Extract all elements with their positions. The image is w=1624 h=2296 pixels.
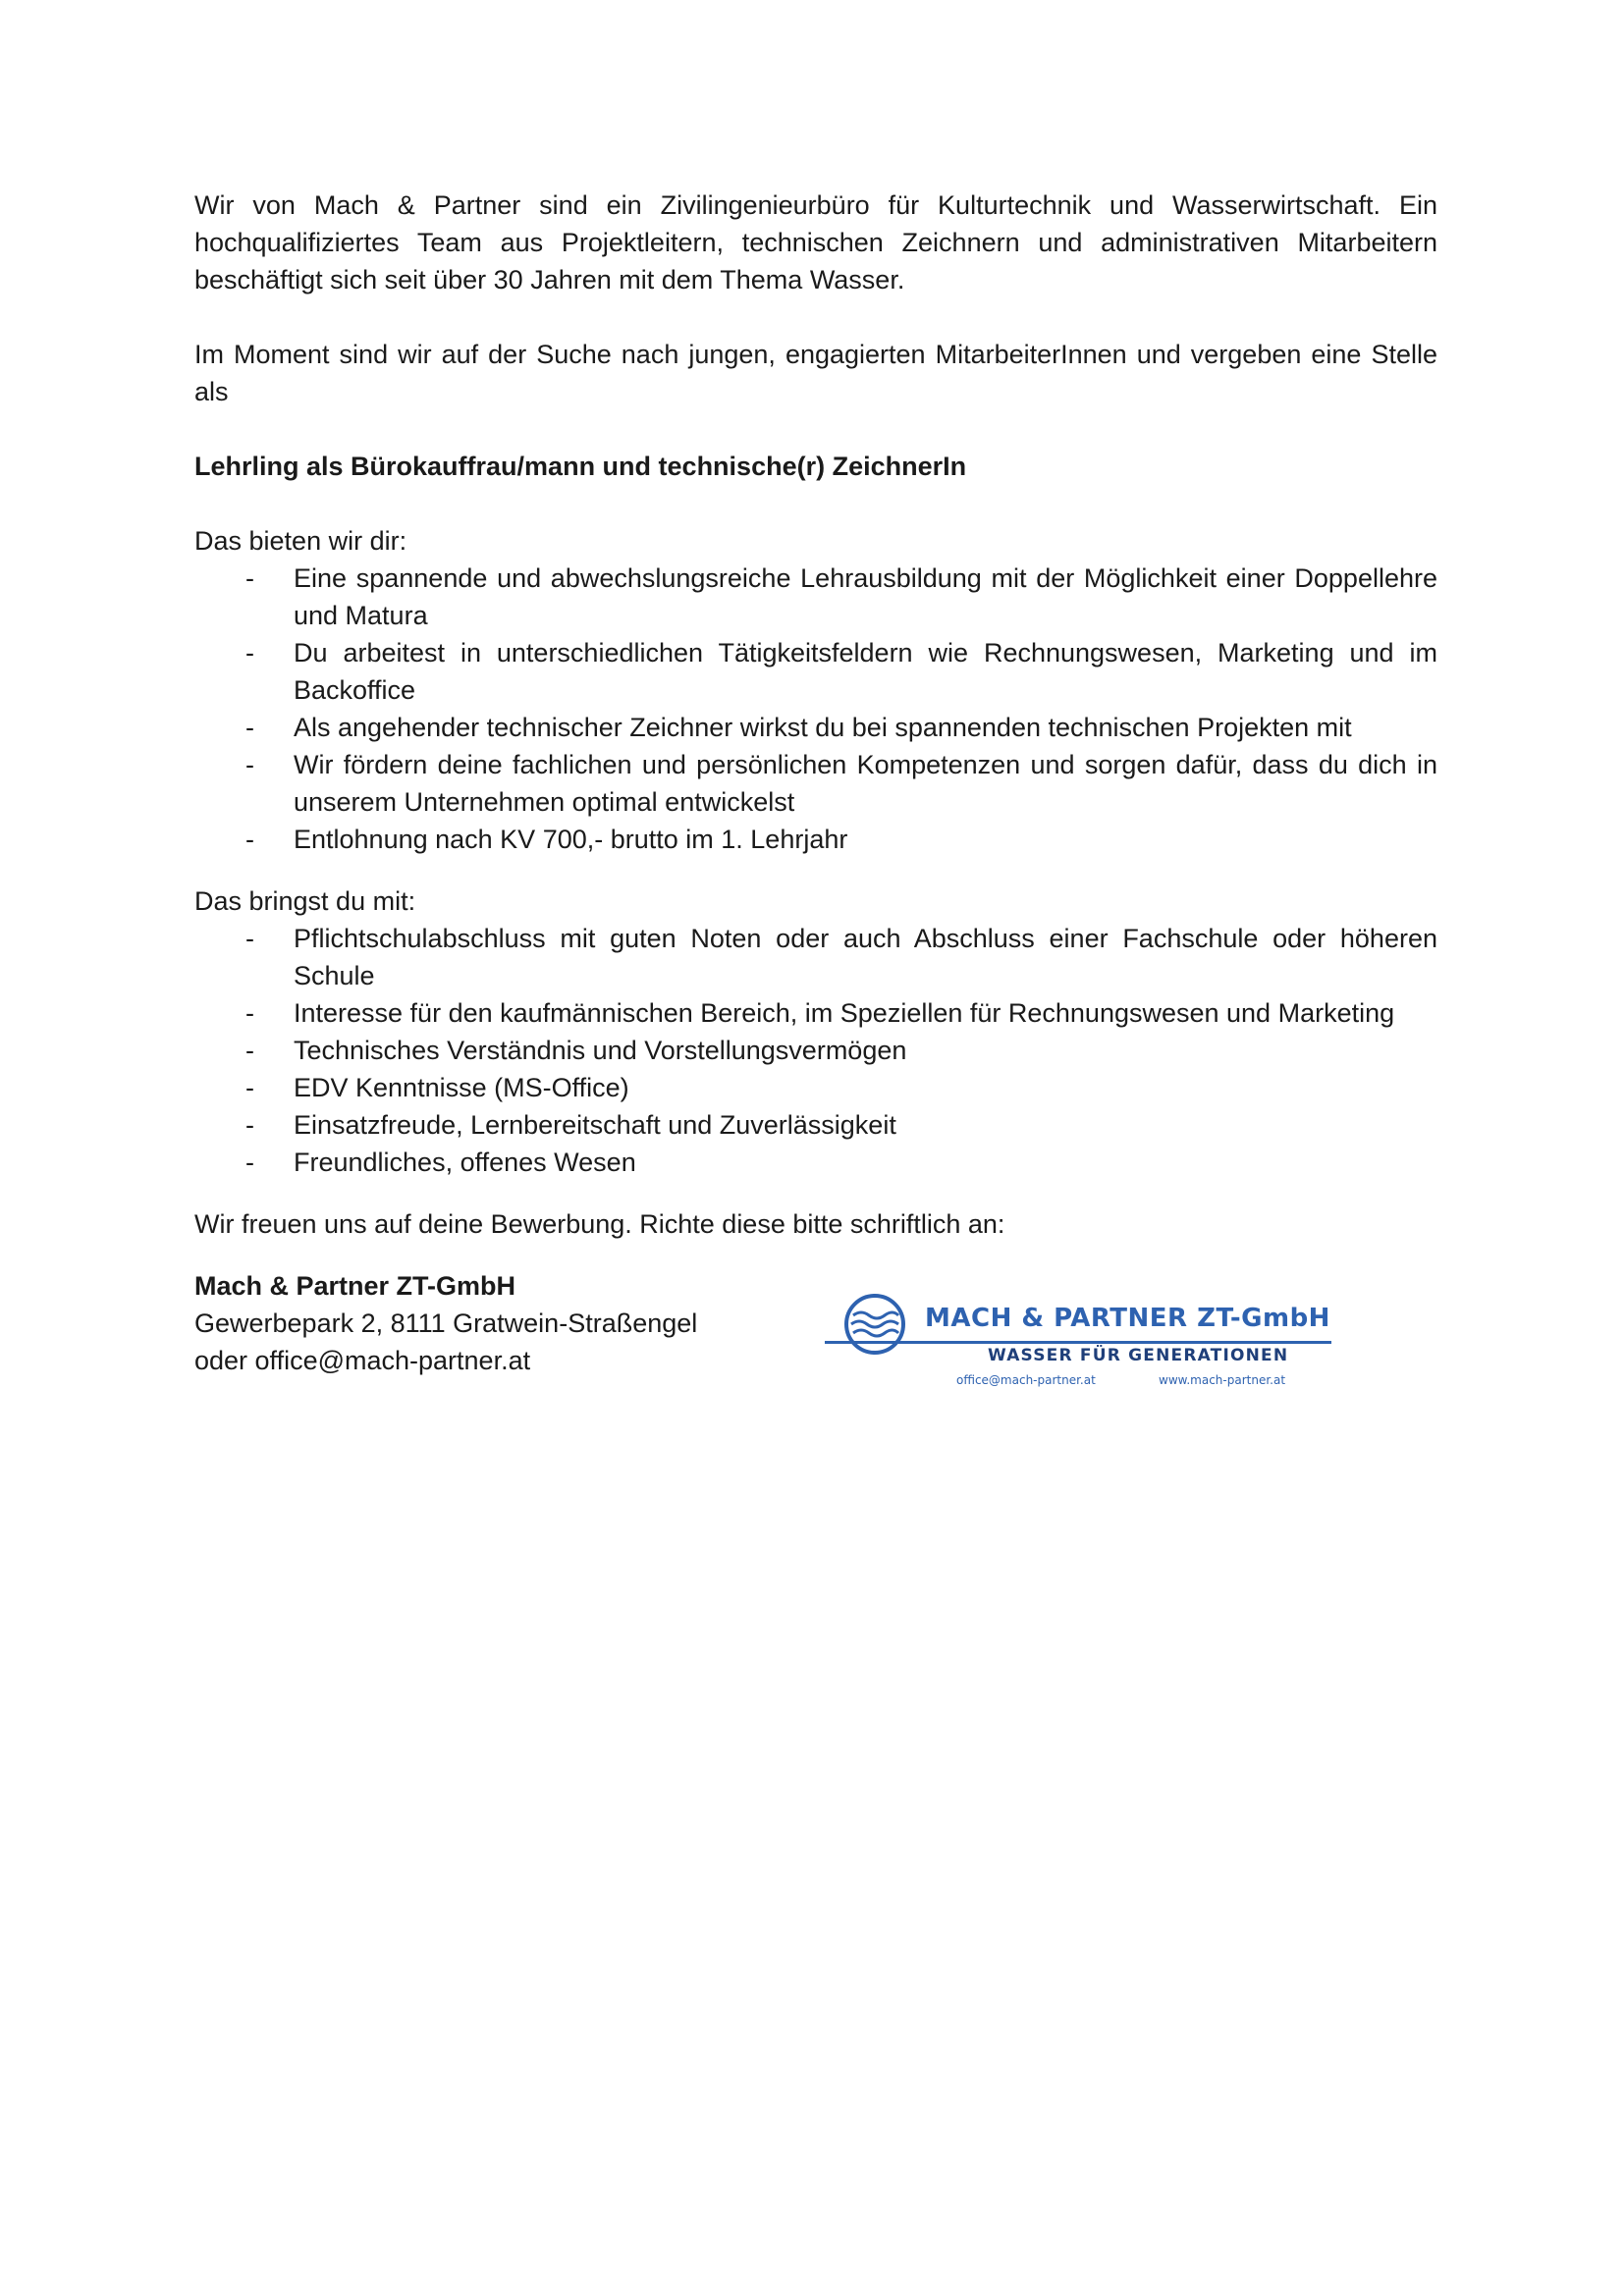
dash-bullet: - bbox=[245, 1148, 254, 1177]
company-address: Gewerbepark 2, 8111 Gratwein-Straßengel bbox=[194, 1308, 698, 1338]
dash-bullet: - bbox=[245, 1036, 254, 1065]
search-paragraph: Im Moment sind wir auf der Suche nach jungen, engagierten MitarbeiterInnen und vergeben eine Stelle als bbox=[194, 340, 1437, 406]
logo-rule bbox=[825, 1341, 1331, 1344]
requirements-heading: Das bringst du mit: bbox=[194, 886, 416, 916]
requirements-list bbox=[194, 920, 1437, 1181]
offer-heading: Das bieten wir dir: bbox=[194, 526, 407, 556]
offer-list bbox=[194, 560, 1437, 858]
list-item: - Entlohnung nach KV 700,- brutto im 1. Lehrjahr bbox=[194, 821, 1437, 858]
list-item: - Wir fördern deine fachlichen und persönlichen Kompetenzen und sorgen dafür, dass du dich in unserem Unternehmen optimal entwickelst bbox=[194, 746, 1437, 821]
closing-paragraph: Wir freuen uns auf deine Bewerbung. Richte diese bitte schriftlich an: bbox=[194, 1209, 1005, 1239]
position-title: Lehrling als Bürokauffrau/mann und technische(r) ZeichnerIn bbox=[194, 452, 967, 481]
list-item: - Als angehender technischer Zeichner wirkst du bei spannenden technischen Projekten mit bbox=[194, 709, 1437, 746]
intro-paragraph: Wir von Mach & Partner sind ein Zivilingenieurbüro für Kulturtechnik und Wasserwirtschaft. Ein hochqualifiziertes Team aus Projektleitern, technischen Zeichnern und administrativen Mitarbeitern beschäftigt sich seit über 30 Jahren mit dem Thema Wasser. bbox=[194, 190, 1437, 294]
list-item: - Eine spannende und abwechslungsreiche Lehrausbildung mit der Möglichkeit einer Doppellehre und Matura bbox=[194, 560, 1437, 634]
dash-bullet: - bbox=[245, 713, 254, 742]
company-logo bbox=[825, 1292, 1335, 1390]
dash-bullet: - bbox=[245, 998, 254, 1028]
list-item: - EDV Kenntnisse (MS-Office) bbox=[194, 1069, 1437, 1106]
job-posting bbox=[194, 187, 1437, 1379]
logo-website[interactable]: www.mach-partner.at bbox=[1159, 1373, 1286, 1387]
list-item: - Du arbeitest in unterschiedlichen Tätigkeitsfeldern wie Rechnungswesen, Marketing und im Backoffice bbox=[194, 634, 1437, 709]
list-item: - Freundliches, offenes Wesen bbox=[194, 1144, 1437, 1181]
logo-tagline: WASSER FÜR GENERATIONEN bbox=[988, 1346, 1289, 1365]
dash-bullet: - bbox=[245, 1110, 254, 1140]
water-waves-icon bbox=[839, 1292, 910, 1357]
list-item: - Interesse für den kaufmännischen Bereich, im Speziellen für Rechnungswesen und Marketing bbox=[194, 994, 1437, 1032]
dash-bullet: - bbox=[245, 638, 254, 667]
list-item: - Pflichtschulabschluss mit guten Noten oder auch Abschluss einer Fachschule oder höheren Schule bbox=[194, 920, 1437, 994]
company-email[interactable]: oder office@mach-partner.at bbox=[194, 1346, 531, 1375]
dash-bullet: - bbox=[245, 924, 254, 953]
logo-email[interactable]: office@mach-partner.at bbox=[956, 1373, 1096, 1387]
logo-name: MACH & PARTNER ZT-GmbH bbox=[925, 1304, 1330, 1333]
company-name: Mach & Partner ZT-GmbH bbox=[194, 1271, 516, 1301]
dash-bullet: - bbox=[245, 750, 254, 779]
dash-bullet: - bbox=[245, 563, 254, 593]
dash-bullet: - bbox=[245, 1073, 254, 1102]
list-item: - Technisches Verständnis und Vorstellungsvermögen bbox=[194, 1032, 1437, 1069]
dash-bullet: - bbox=[245, 825, 254, 854]
list-item: - Einsatzfreude, Lernbereitschaft und Zuverlässigkeit bbox=[194, 1106, 1437, 1144]
